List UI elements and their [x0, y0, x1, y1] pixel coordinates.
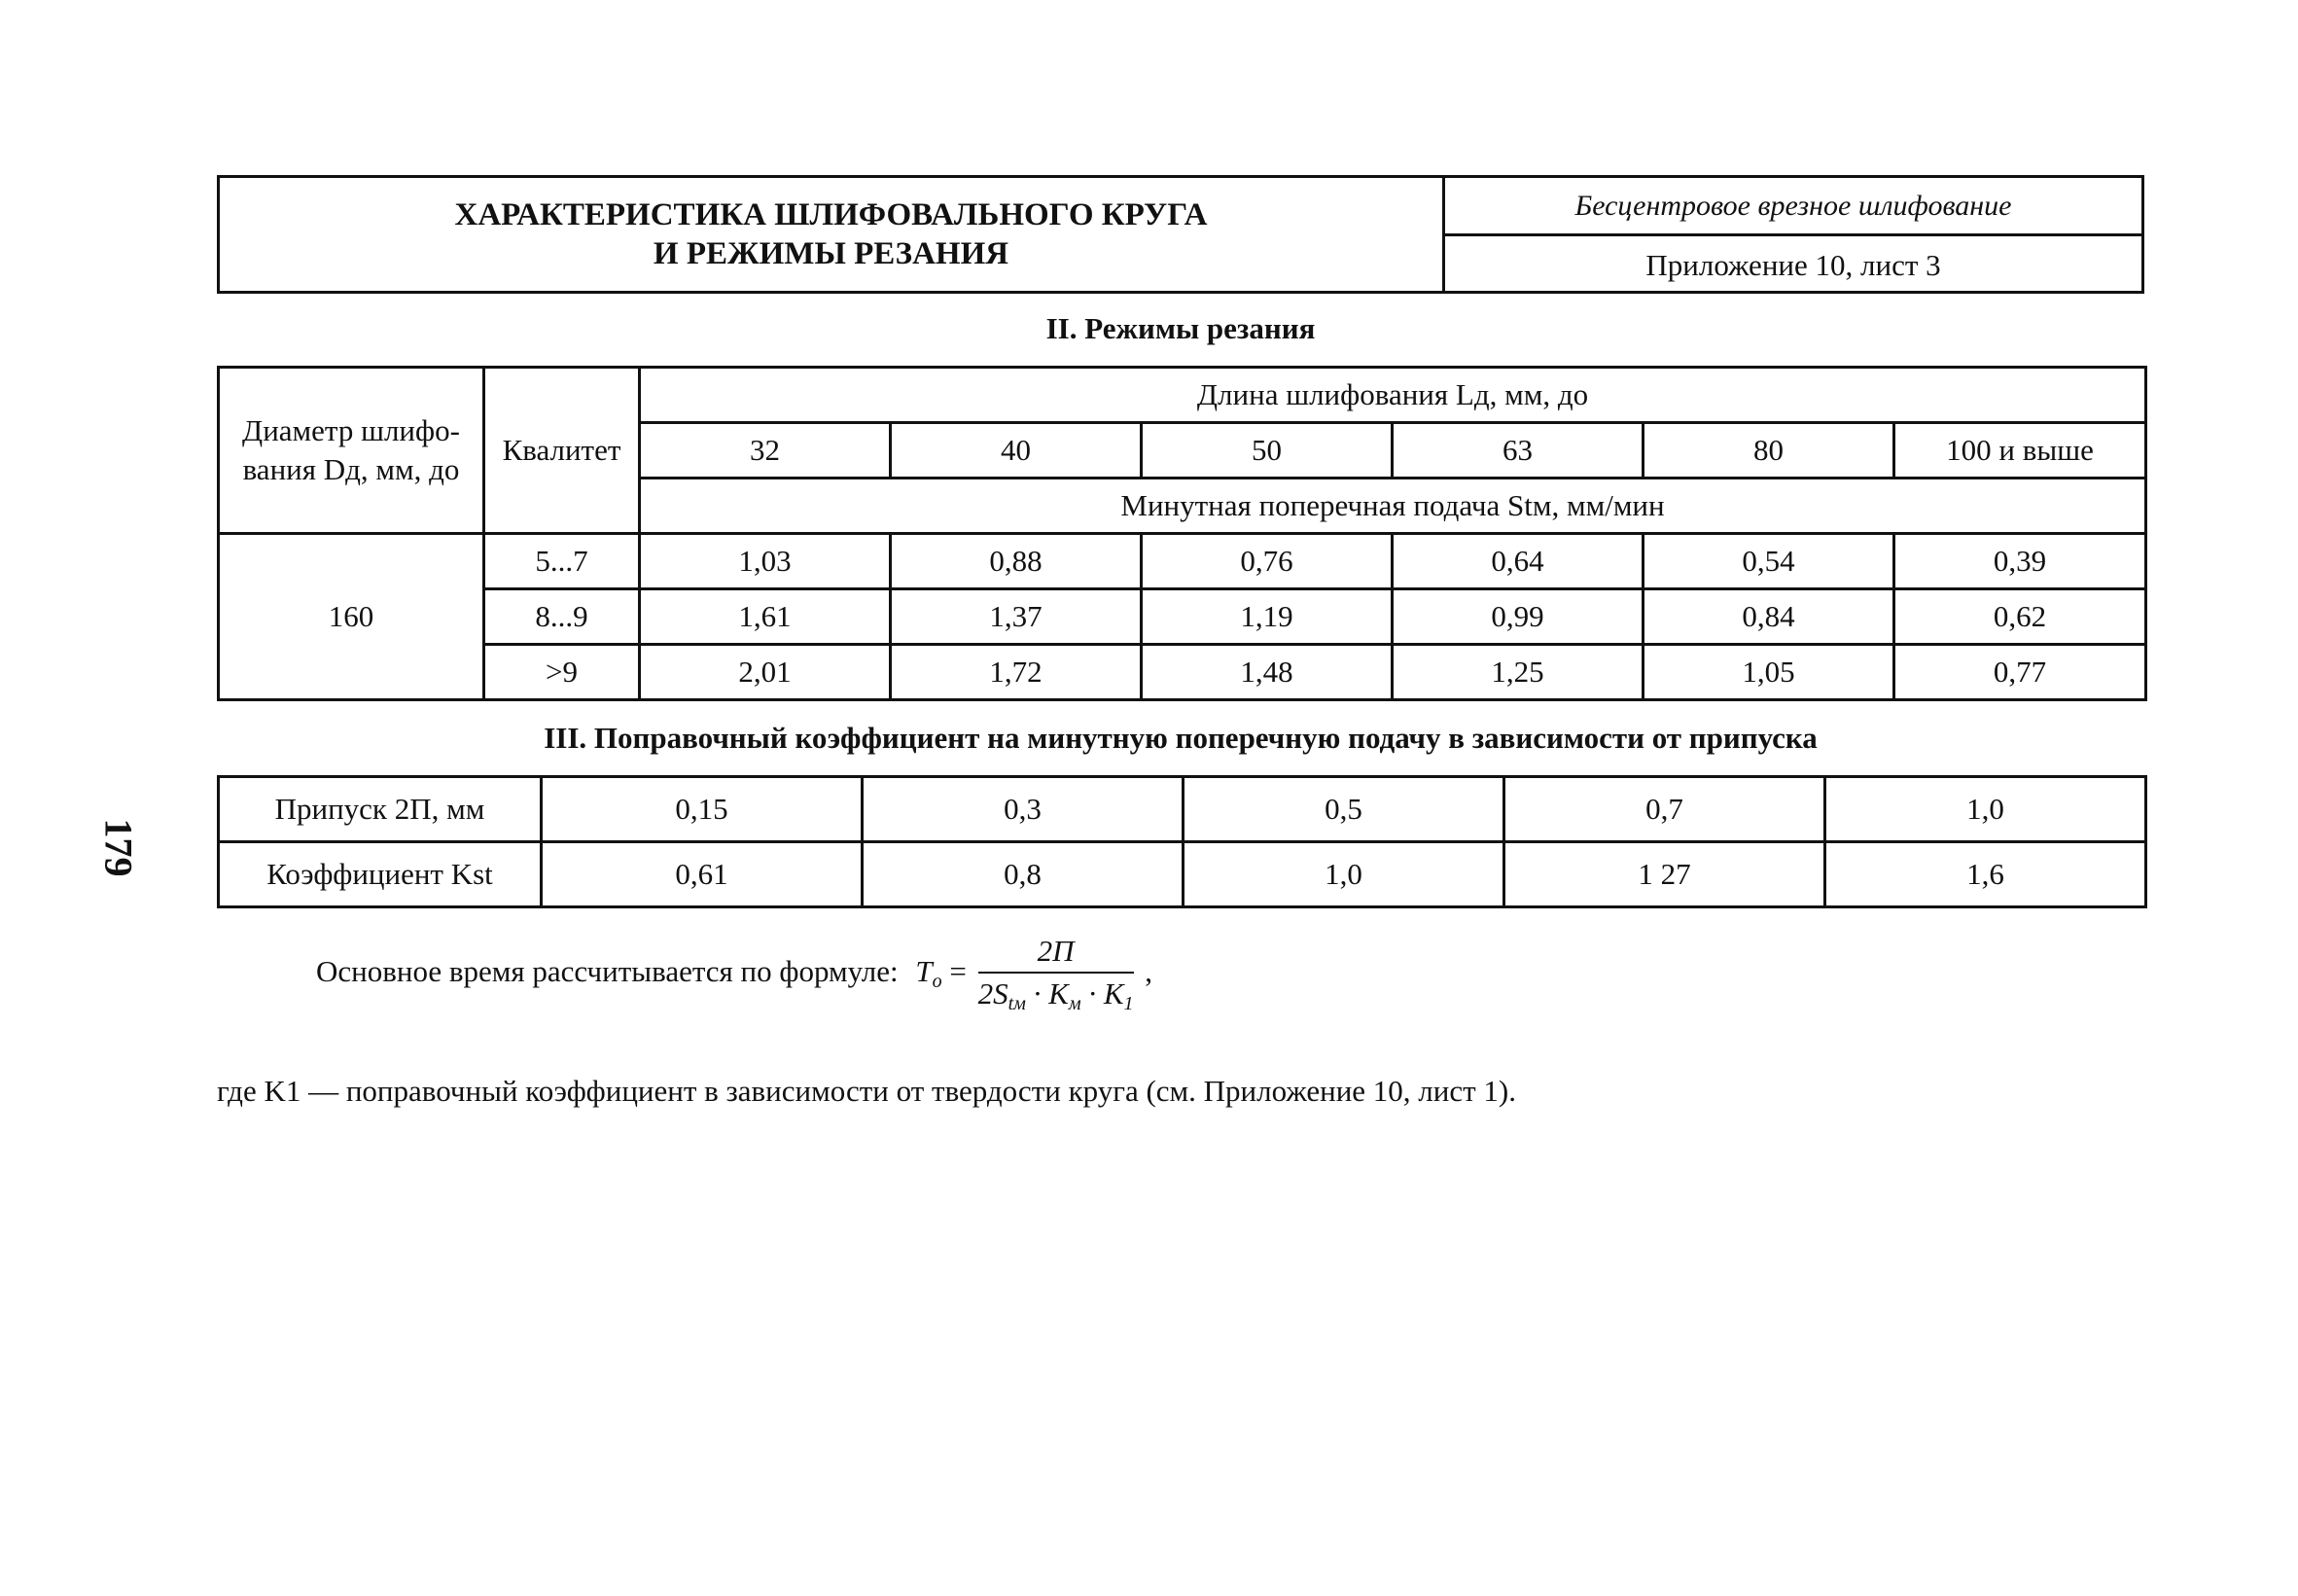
feed-cell: 1,48: [1142, 645, 1393, 700]
formula-note: где K1 — поправочный коэффициент в зависимости от твердости круга (см. Приложение 10, лист 1).: [217, 1074, 1516, 1108]
formula-lead: Основное время рассчитывается по формуле:: [316, 954, 899, 989]
table-row: [219, 589, 2146, 645]
quality-cell: >9: [484, 645, 640, 700]
table-row: [219, 645, 2146, 700]
quality-cell: 8...9: [484, 589, 640, 645]
feed-cell: 0,99: [1393, 589, 1644, 645]
formula-line: [316, 934, 1153, 1014]
feed-cell: 0,88: [891, 534, 1142, 589]
feed-cell: 1,25: [1393, 645, 1644, 700]
feed-cell: 0,64: [1393, 534, 1644, 589]
coefficient-cell: 1,6: [1825, 842, 2146, 907]
feed-cell: 0,84: [1644, 589, 1894, 645]
feed-cell: 0,54: [1644, 534, 1894, 589]
formula-fraction: [978, 934, 1134, 1015]
feed-cell: 2,01: [640, 645, 891, 700]
feed-cell: 0,76: [1142, 534, 1393, 589]
section2-title: II. Режимы резания: [1045, 311, 1316, 345]
page-number: 179: [96, 818, 141, 877]
length-cell: 32: [640, 423, 891, 479]
coefficient-cell: 1 27: [1504, 842, 1825, 907]
col-quality-header: Квалитет: [484, 368, 640, 534]
feed-cell: 1,03: [640, 534, 891, 589]
formula-equals: =: [949, 954, 974, 989]
feed-cell: 0,39: [1894, 534, 2146, 589]
allowance-cell: 0,7: [1504, 777, 1825, 842]
feed-cell: 0,62: [1894, 589, 2146, 645]
header-process: Бесцентровое врезное шлифование: [1445, 178, 2141, 236]
table-row: [219, 777, 2146, 842]
correction-coefficient-table: [217, 775, 2147, 908]
cutting-modes-table: [217, 366, 2147, 701]
length-cell: 80: [1644, 423, 1894, 479]
feed-cell: 0,77: [1894, 645, 2146, 700]
length-cell: 63: [1393, 423, 1644, 479]
table-row: [219, 534, 2146, 589]
allowance-cell: 0,3: [863, 777, 1184, 842]
feed-cell: 1,61: [640, 589, 891, 645]
diameter-value: 160: [219, 534, 484, 700]
feed-cell: 1,37: [891, 589, 1142, 645]
feed-header: Минутная поперечная подача Stм, мм/мин: [640, 479, 2146, 534]
header-title: [220, 178, 1445, 291]
formula-numerator: 2П: [978, 934, 1134, 974]
header-info: [1445, 178, 2141, 291]
header-appendix: Приложение 10, лист 3: [1645, 247, 1941, 282]
allowance-label: Припуск 2П, мм: [219, 777, 542, 842]
quality-cell: 5...7: [484, 534, 640, 589]
allowance-cell: 0,5: [1184, 777, 1504, 842]
col-diameter-header: Диаметр шлифо-вания Dд, мм, до: [219, 368, 484, 534]
feed-cell: 1,72: [891, 645, 1142, 700]
section3-title: III. Поправочный коэффициент на минутную поперечную подачу в зависимости от припуска: [544, 721, 1818, 755]
length-header: Длина шлифования Lд, мм, до: [640, 368, 2146, 423]
coefficient-label: Коэффициент Kst: [219, 842, 542, 907]
coefficient-cell: 0,8: [863, 842, 1184, 907]
document-header: [217, 175, 2144, 294]
length-cell: 50: [1142, 423, 1393, 479]
allowance-cell: 0,15: [542, 777, 863, 842]
header-title-line2: И РЕЖИМЫ РЕЗАНИЯ: [653, 236, 1009, 271]
coefficient-cell: 1,0: [1184, 842, 1504, 907]
length-cell: 40: [891, 423, 1142, 479]
formula-comma: ,: [1145, 954, 1153, 989]
feed-cell: 1,05: [1644, 645, 1894, 700]
allowance-cell: 1,0: [1825, 777, 2146, 842]
coefficient-cell: 0,61: [542, 842, 863, 907]
table-row: [219, 842, 2146, 907]
formula-denominator: $2S_{tм} \cdot K_м \cdot K_1$: [977, 976, 1134, 1014]
length-cell: 100 и выше: [1894, 423, 2146, 479]
header-title-line1: ХАРАКТЕРИСТИКА ШЛИФОВАЛЬНОГО КРУГА: [454, 197, 1208, 232]
feed-cell: 1,19: [1142, 589, 1393, 645]
formula-lhs: $T_o$: [915, 954, 942, 993]
